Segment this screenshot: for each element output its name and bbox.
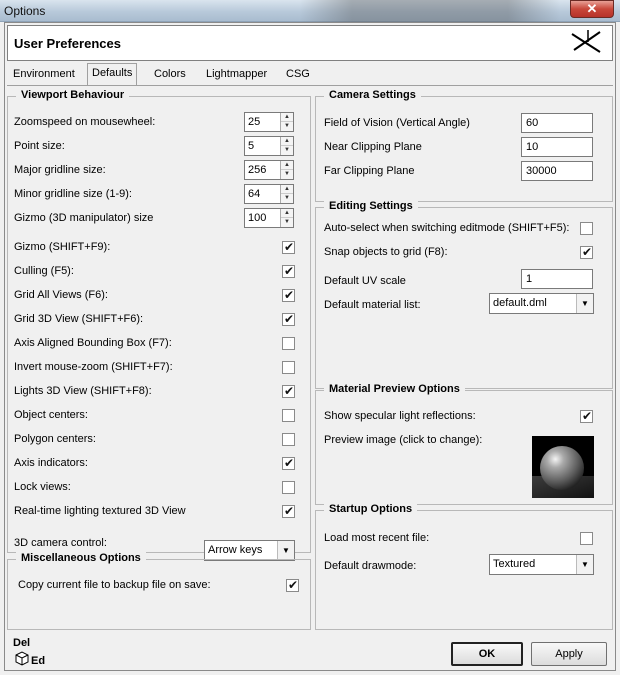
spinner-label: Point size: <box>14 140 65 152</box>
load-recent-checkbox[interactable] <box>580 532 593 545</box>
arrow-down-icon[interactable]: ▼ <box>284 171 290 177</box>
tab-lightmapper[interactable]: Lightmapper <box>206 68 268 80</box>
checkbox-label: Culling (F5): <box>14 265 74 277</box>
viewport-checkbox[interactable] <box>282 313 295 326</box>
near-clip-input[interactable]: 10 <box>521 137 593 157</box>
camera-control-value: Arrow keys <box>208 544 263 556</box>
specular-checkbox[interactable] <box>580 410 593 423</box>
near-clip-label: Near Clipping Plane <box>324 141 422 153</box>
far-clip-input[interactable]: 30000 <box>521 161 593 181</box>
viewport-checkbox[interactable] <box>282 241 295 254</box>
checkbox-label: Polygon centers: <box>14 433 96 445</box>
material-list-select[interactable] <box>489 293 594 314</box>
tab-strip <box>7 63 613 85</box>
checkbox-label: Axis indicators: <box>14 457 88 469</box>
fov-input[interactable]: 60 <box>521 113 593 133</box>
startup-group <box>315 503 613 630</box>
far-clip-label: Far Clipping Plane <box>324 165 415 177</box>
gizmo-size-spinner[interactable] <box>244 208 294 228</box>
spinner-row <box>8 136 308 156</box>
viewport-checkbox[interactable] <box>282 409 295 422</box>
apply-button[interactable]: Apply <box>531 642 607 666</box>
major-gridline-spinner[interactable] <box>244 160 294 180</box>
viewport-checkbox[interactable] <box>282 481 295 494</box>
spinner-arrows[interactable] <box>280 137 293 155</box>
spinner-label: Minor gridline size (1-9): <box>14 188 132 200</box>
arrow-up-icon[interactable]: ▲ <box>281 209 293 218</box>
arrow-down-icon[interactable]: ▼ <box>284 123 290 129</box>
material-list-label: Default material list: <box>324 299 421 311</box>
arrow-down-icon[interactable]: ▼ <box>284 219 290 225</box>
spinner-arrows[interactable] <box>280 185 293 203</box>
viewport-checkbox[interactable] <box>282 385 295 398</box>
viewport-checkbox[interactable] <box>282 433 295 446</box>
camera-title: Camera Settings <box>324 89 421 101</box>
options-dialog <box>4 22 616 671</box>
cube-icon <box>13 649 31 667</box>
tab-divider <box>7 85 613 86</box>
camera-control-label: 3D camera control: <box>14 537 107 549</box>
spinner-row <box>8 160 308 180</box>
editing-group <box>315 200 613 389</box>
drawmode-select[interactable] <box>489 554 594 575</box>
camera-group <box>315 89 613 202</box>
page-title: User Preferences <box>14 36 121 51</box>
misc-title: Miscellaneous Options <box>16 552 146 564</box>
ok-button[interactable]: OK <box>451 642 523 666</box>
arrow-down-icon[interactable]: ▼ <box>284 195 290 201</box>
deled-logo <box>11 637 47 671</box>
brand-top: Del <box>13 637 31 649</box>
snap-label: Snap objects to grid (F8): <box>324 246 448 258</box>
snap-checkbox[interactable] <box>580 246 593 259</box>
minor-gridline-spinner[interactable] <box>244 184 294 204</box>
chevron-down-icon[interactable]: ▼ <box>576 555 593 574</box>
arrow-down-icon[interactable]: ▼ <box>284 147 290 153</box>
viewport-checkbox[interactable] <box>282 457 295 470</box>
viewport-checkbox[interactable] <box>282 337 295 350</box>
tab-environment[interactable]: Environment <box>13 68 75 80</box>
camera-control-select[interactable] <box>204 540 295 561</box>
brand-bottom: Ed <box>31 655 46 667</box>
material-preview-image[interactable] <box>532 436 594 498</box>
spinner-row <box>8 208 308 228</box>
title-bar <box>0 0 620 22</box>
tab-defaults[interactable]: Defaults <box>87 63 137 85</box>
checkbox-label: Object centers: <box>14 409 88 421</box>
spinner-value: 64 <box>248 188 261 200</box>
close-button[interactable]: ✕ <box>570 0 614 18</box>
editing-title: Editing Settings <box>324 200 418 212</box>
viewport-checkbox[interactable] <box>282 505 295 518</box>
autoselect-label: Auto-select when switching editmode (SHIFT+F5): <box>324 222 570 234</box>
arrow-up-icon[interactable]: ▲ <box>281 113 293 122</box>
uv-scale-input[interactable]: 1 <box>521 269 593 289</box>
startup-title: Startup Options <box>324 503 417 515</box>
checkbox-label: Invert mouse-zoom (SHIFT+F7): <box>14 361 173 373</box>
misc-group <box>7 552 311 630</box>
watermark <box>300 0 560 22</box>
spinner-arrows[interactable] <box>280 113 293 131</box>
spinner-label: Gizmo (3D manipulator) size <box>14 212 154 224</box>
spinner-value: 25 <box>248 116 261 128</box>
viewport-checkbox[interactable] <box>282 289 295 302</box>
fov-label: Field of Vision (Vertical Angle) <box>324 117 470 129</box>
spinner-row <box>8 184 308 204</box>
spinner-label: Major gridline size: <box>14 164 106 176</box>
viewport-checkbox[interactable] <box>282 265 295 278</box>
checkbox-label: Grid 3D View (SHIFT+F6): <box>14 313 144 325</box>
material-preview-title: Material Preview Options <box>324 383 465 395</box>
checkbox-label: Gizmo (SHIFT+F9): <box>14 241 111 253</box>
uv-scale-label: Default UV scale <box>324 275 406 287</box>
tab-colors[interactable]: Colors <box>154 68 186 80</box>
arrow-up-icon[interactable]: ▲ <box>281 161 293 170</box>
tab-csg[interactable]: CSG <box>286 68 310 80</box>
arrow-up-icon[interactable]: ▲ <box>281 137 293 146</box>
preview-label: Preview image (click to change): <box>324 434 483 446</box>
spinner-label: Zoomspeed on mousewheel: <box>14 116 156 128</box>
checkbox-label: Lights 3D View (SHIFT+F8): <box>14 385 152 397</box>
point-size-spinner[interactable] <box>244 136 294 156</box>
spinner-value: 100 <box>248 212 267 224</box>
spinner-value: 256 <box>248 164 267 176</box>
spinner-value: 5 <box>248 140 255 152</box>
viewport-title: Viewport Behaviour <box>16 89 129 101</box>
viewport-group <box>7 89 311 556</box>
zoomspeed-spinner[interactable] <box>244 112 294 132</box>
checkbox-label: Lock views: <box>14 481 71 493</box>
backup-checkbox[interactable] <box>286 579 299 592</box>
autoselect-checkbox[interactable] <box>580 222 593 235</box>
spinner-arrows[interactable] <box>280 161 293 179</box>
window-title: Options <box>4 4 46 18</box>
backup-label: Copy current file to backup file on save: <box>18 579 211 591</box>
viewport-checkbox[interactable] <box>282 361 295 374</box>
spinner-row <box>8 112 308 132</box>
specular-label: Show specular light reflections: <box>324 410 476 422</box>
arrow-up-icon[interactable]: ▲ <box>281 185 293 194</box>
material-preview-group <box>315 383 613 505</box>
checkbox-label: Axis Aligned Bounding Box (F7): <box>14 337 172 349</box>
preferences-header <box>7 25 613 61</box>
checkbox-label: Grid All Views (F6): <box>14 289 108 301</box>
drawmode-value: Textured <box>493 558 536 570</box>
checkbox-label: Real-time lighting textured 3D View <box>14 505 186 517</box>
load-recent-label: Load most recent file: <box>324 532 430 544</box>
sphere-preview-icon <box>540 446 584 490</box>
drawmode-label: Default drawmode: <box>324 560 417 572</box>
spinner-arrows[interactable] <box>280 209 293 227</box>
chevron-down-icon[interactable]: ▼ <box>576 294 593 313</box>
axis-gizmo-icon <box>566 28 606 58</box>
material-list-value: default.dml <box>493 297 547 309</box>
chevron-down-icon[interactable]: ▼ <box>277 541 294 560</box>
